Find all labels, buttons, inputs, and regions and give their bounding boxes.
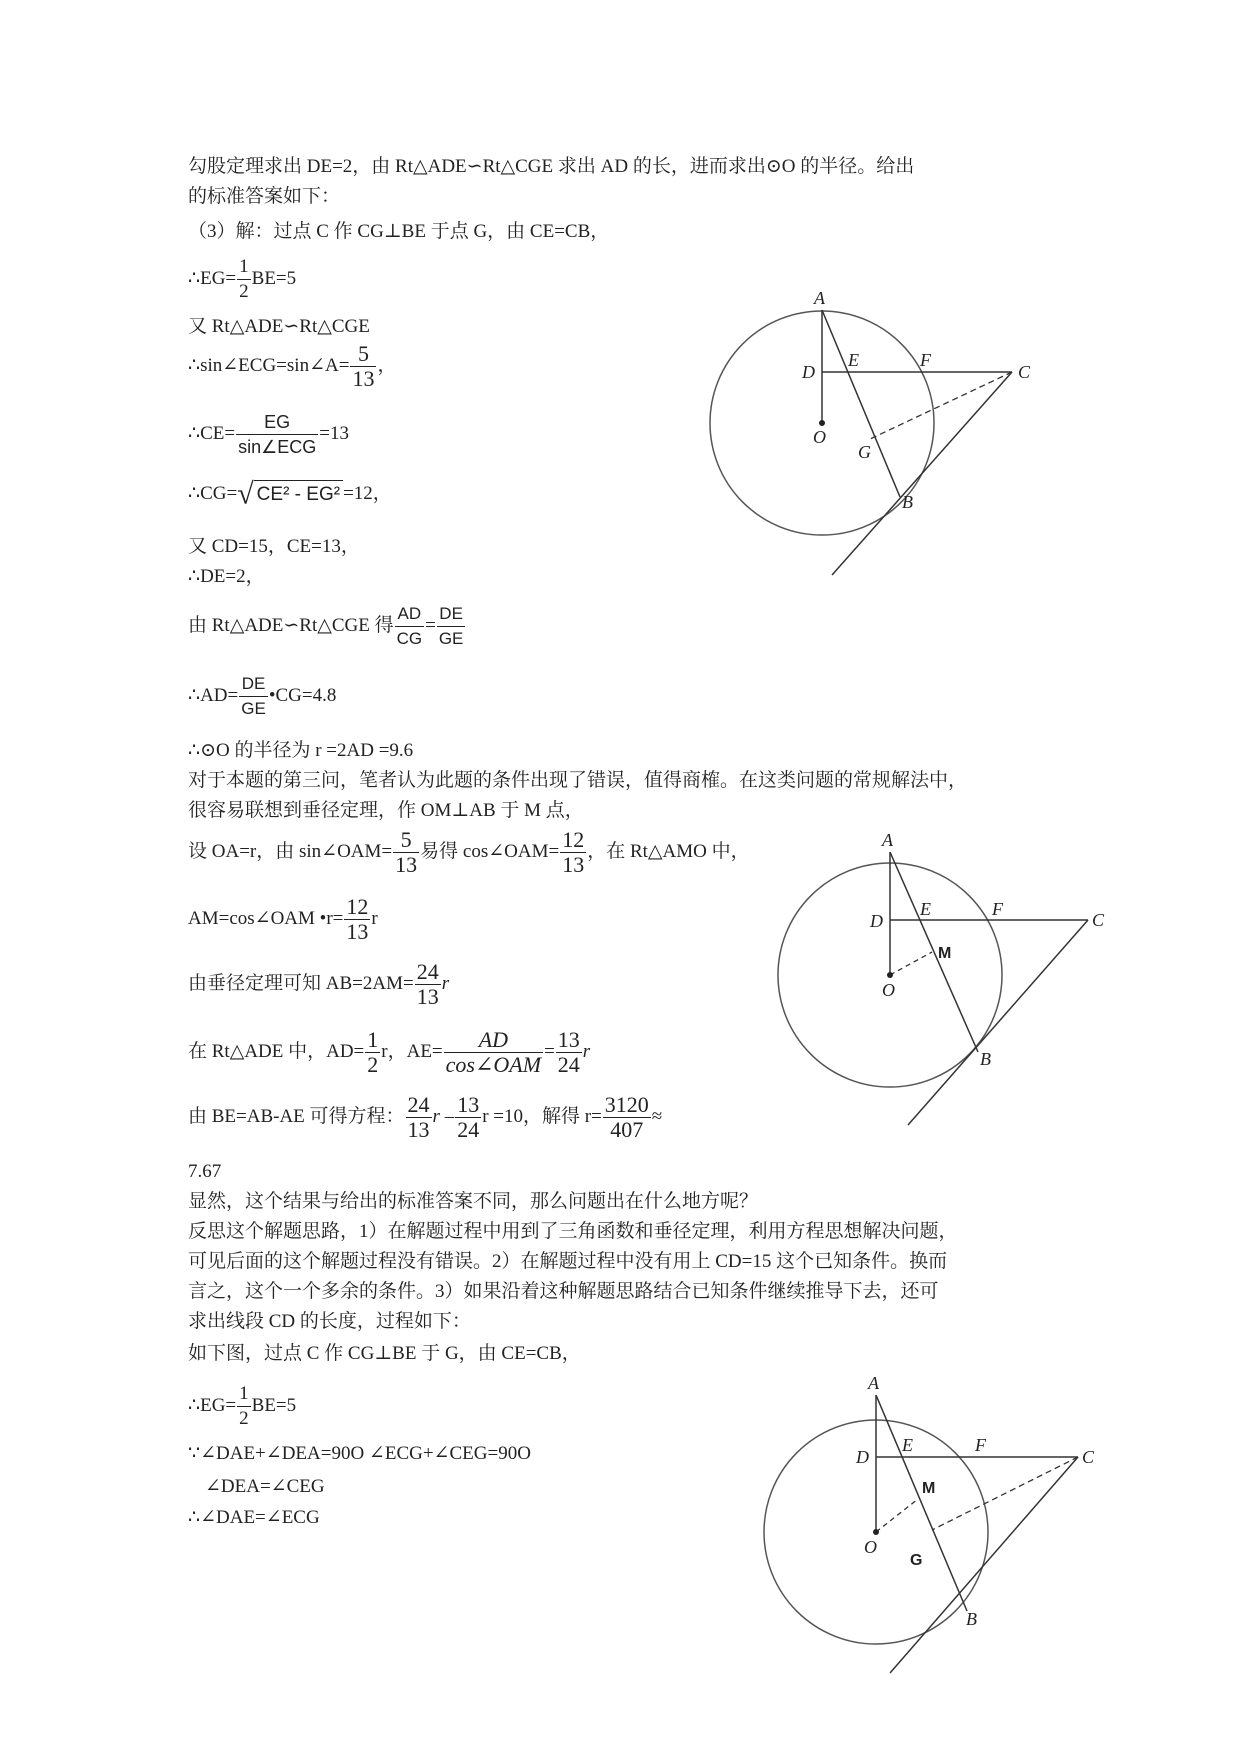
line-am: AM=cos∠OAM •r= $\frac{12}{13}$ r [188,894,378,944]
label-e: E [920,899,931,919]
fraction: $\frac{13}{24}$ [557,1027,580,1077]
fraction: $\frac{DE}{GE}$ [241,674,266,718]
label-o: O [813,427,826,447]
line-25: 言之，这个一个多余的条件。3）如果沿着这种解题思路结合已知条件继续推导下去，还可 [188,1281,939,1302]
label-a: A [868,1375,879,1393]
fraction: $\frac{DE}{GE}$ [438,604,464,648]
geometry-figure-3 [760,1375,1120,1675]
fraction: $\frac{1}{2}$ [239,256,249,302]
line-31: ∴∠DAE=∠ECG [188,1507,320,1528]
line-27: 如下图，过点 C 作 CG⊥BE 于 G，由 CE=CB， [188,1343,581,1364]
line-similar: 又 Rt△ADE∽Rt△CGE [188,316,370,337]
label-a: A [882,830,893,850]
label-c: C [1092,910,1105,930]
line-30: ∠DEA=∠CEG [205,1476,325,1497]
label-f: F [975,1435,986,1455]
label-o: O [864,1537,877,1557]
fraction: $\frac{1}{2}$ [239,1383,249,1429]
label-b: B [902,492,913,512]
fraction: $\frac{3120}{407}$ [604,1092,649,1142]
line-ratio: 由 Rt△ADE∽Rt△CGE 得 $\frac{AD}{CG}$ = $\frac{DE}{GE}$ [188,602,466,651]
line-cd: 又 CD=15，CE=13， [188,536,360,557]
label-g: G [910,1552,923,1569]
line-24: 可见后面的这个解题过程没有错误。2）在解题过程中没有用上 CD=15 这个已知条件。换而 [188,1251,948,1272]
line-3: （3）解：过点 C 作 CG⊥BE 于点 G，由 CE=CB， [188,221,610,242]
line-15: 很容易联想到垂径定理，作 OM⊥AB 于 M 点， [188,800,584,821]
line-eg2: ∴EG= $\frac{1}{2}$ BE=5 [188,1383,297,1429]
label-c: C [1082,1447,1095,1467]
line-ad: ∴AD= $\frac{DE}{GE}$ •CG=4.8 [188,672,336,721]
label-e: E [902,1435,913,1455]
line-eg: ∴EG= $\frac{1}{2}$ BE=5 [188,256,297,302]
label-d: D [802,362,815,382]
geometry-figure-1 [700,290,1060,580]
fraction: $\frac{EG}{\text{sin∠ECG}}$ [238,412,317,457]
line-equation: 由 BE=AB-AE 可得方程： $\frac{24}{13}$ r – $\frac{13}{24}$ r =10，解得 r= $\frac{3120}{407}$ ≈ [188,1092,663,1142]
label-d: D [870,911,883,931]
label-c: C [1018,362,1031,382]
fraction: $\frac{24}{13}$ [416,959,439,1009]
fraction: $\frac{5}{13}$ [352,341,375,391]
fraction: $\frac{12}{13}$ [562,827,585,877]
fraction: $\frac{13}{24}$ [457,1092,480,1142]
line-cg: ∴CG=√ CE² - EG² =12， [188,477,392,511]
label-e: E [848,350,859,370]
line-ae: 在 Rt△ADE 中，AD= $\frac{1}{2}$ r，AE= $\frac{AD}{\text{cos∠OAM}}$ = $\frac{13}{24}$ r [188,1027,591,1077]
fraction: $\frac{5}{13}$ [395,827,418,877]
line-29: ∵∠DAE+∠DEA=90O ∠ECG+∠CEG=90O [188,1443,531,1464]
line-de: ∴DE=2， [188,566,265,587]
fraction: $\frac{24}{13}$ [407,1092,430,1142]
line-26: 求出线段 CD 的长度，过程如下： [188,1311,471,1332]
label-g: G [858,442,871,462]
label-m: M [938,945,952,962]
label-a: A [814,290,825,308]
label-b: B [966,1609,977,1629]
label-f: F [920,350,931,370]
line-sin: ∴sin∠ECG=sin∠A= $\frac{5}{13}$ ， [188,341,397,391]
fraction: $\frac{AD}{\text{cos∠OAM}}$ [445,1027,542,1077]
label-o: O [882,980,895,1000]
line-1: 勾股定理求出 DE=2，由 Rt△ADE∽Rt△CGE 求出 AD 的长，进而求出⊙O 的半径。给出 [188,156,915,177]
label-m: M [922,1480,936,1497]
geometry-figure-2 [770,830,1120,1130]
label-d: D [856,1447,869,1467]
line-2: 的标准答案如下： [188,186,341,207]
line-cos: 设 OA=r，由 sin∠OAM= $\frac{5}{13}$ 易得 cos∠OAM= $\frac{12}{13}$ ，在 Rt△AMO 中， [188,827,750,877]
fraction: $\frac{1}{2}$ [367,1027,379,1077]
line-radius: ∴⊙O 的半径为 r =2AD =9.6 [188,740,414,761]
square-root: CE² - EG² [254,480,343,509]
line-ab: 由垂径定理可知 AB=2AM= $\frac{24}{13}$ r [188,959,450,1009]
fraction: $\frac{AD}{CG}$ [396,604,423,648]
line-14: 对于本题的第三问，笔者认为此题的条件出现了错误，值得商榷。在这类问题的常规解法中， [188,770,968,791]
line-23: 反思这个解题思路，1）在解题过程中用到了三角函数和垂径定理，利用方程思想解决问题， [188,1221,958,1242]
line-22: 显然，这个结果与给出的标准答案不同，那么问题出在什么地方呢？ [188,1191,759,1212]
line-ce: ∴CE= $\frac{EG}{\text{sin∠ECG}}$ =13 [188,412,349,457]
fraction: $\frac{12}{13}$ [346,894,369,944]
label-f: F [992,899,1003,919]
line-21: 7.67 [188,1161,222,1182]
label-b: B [980,1049,991,1069]
